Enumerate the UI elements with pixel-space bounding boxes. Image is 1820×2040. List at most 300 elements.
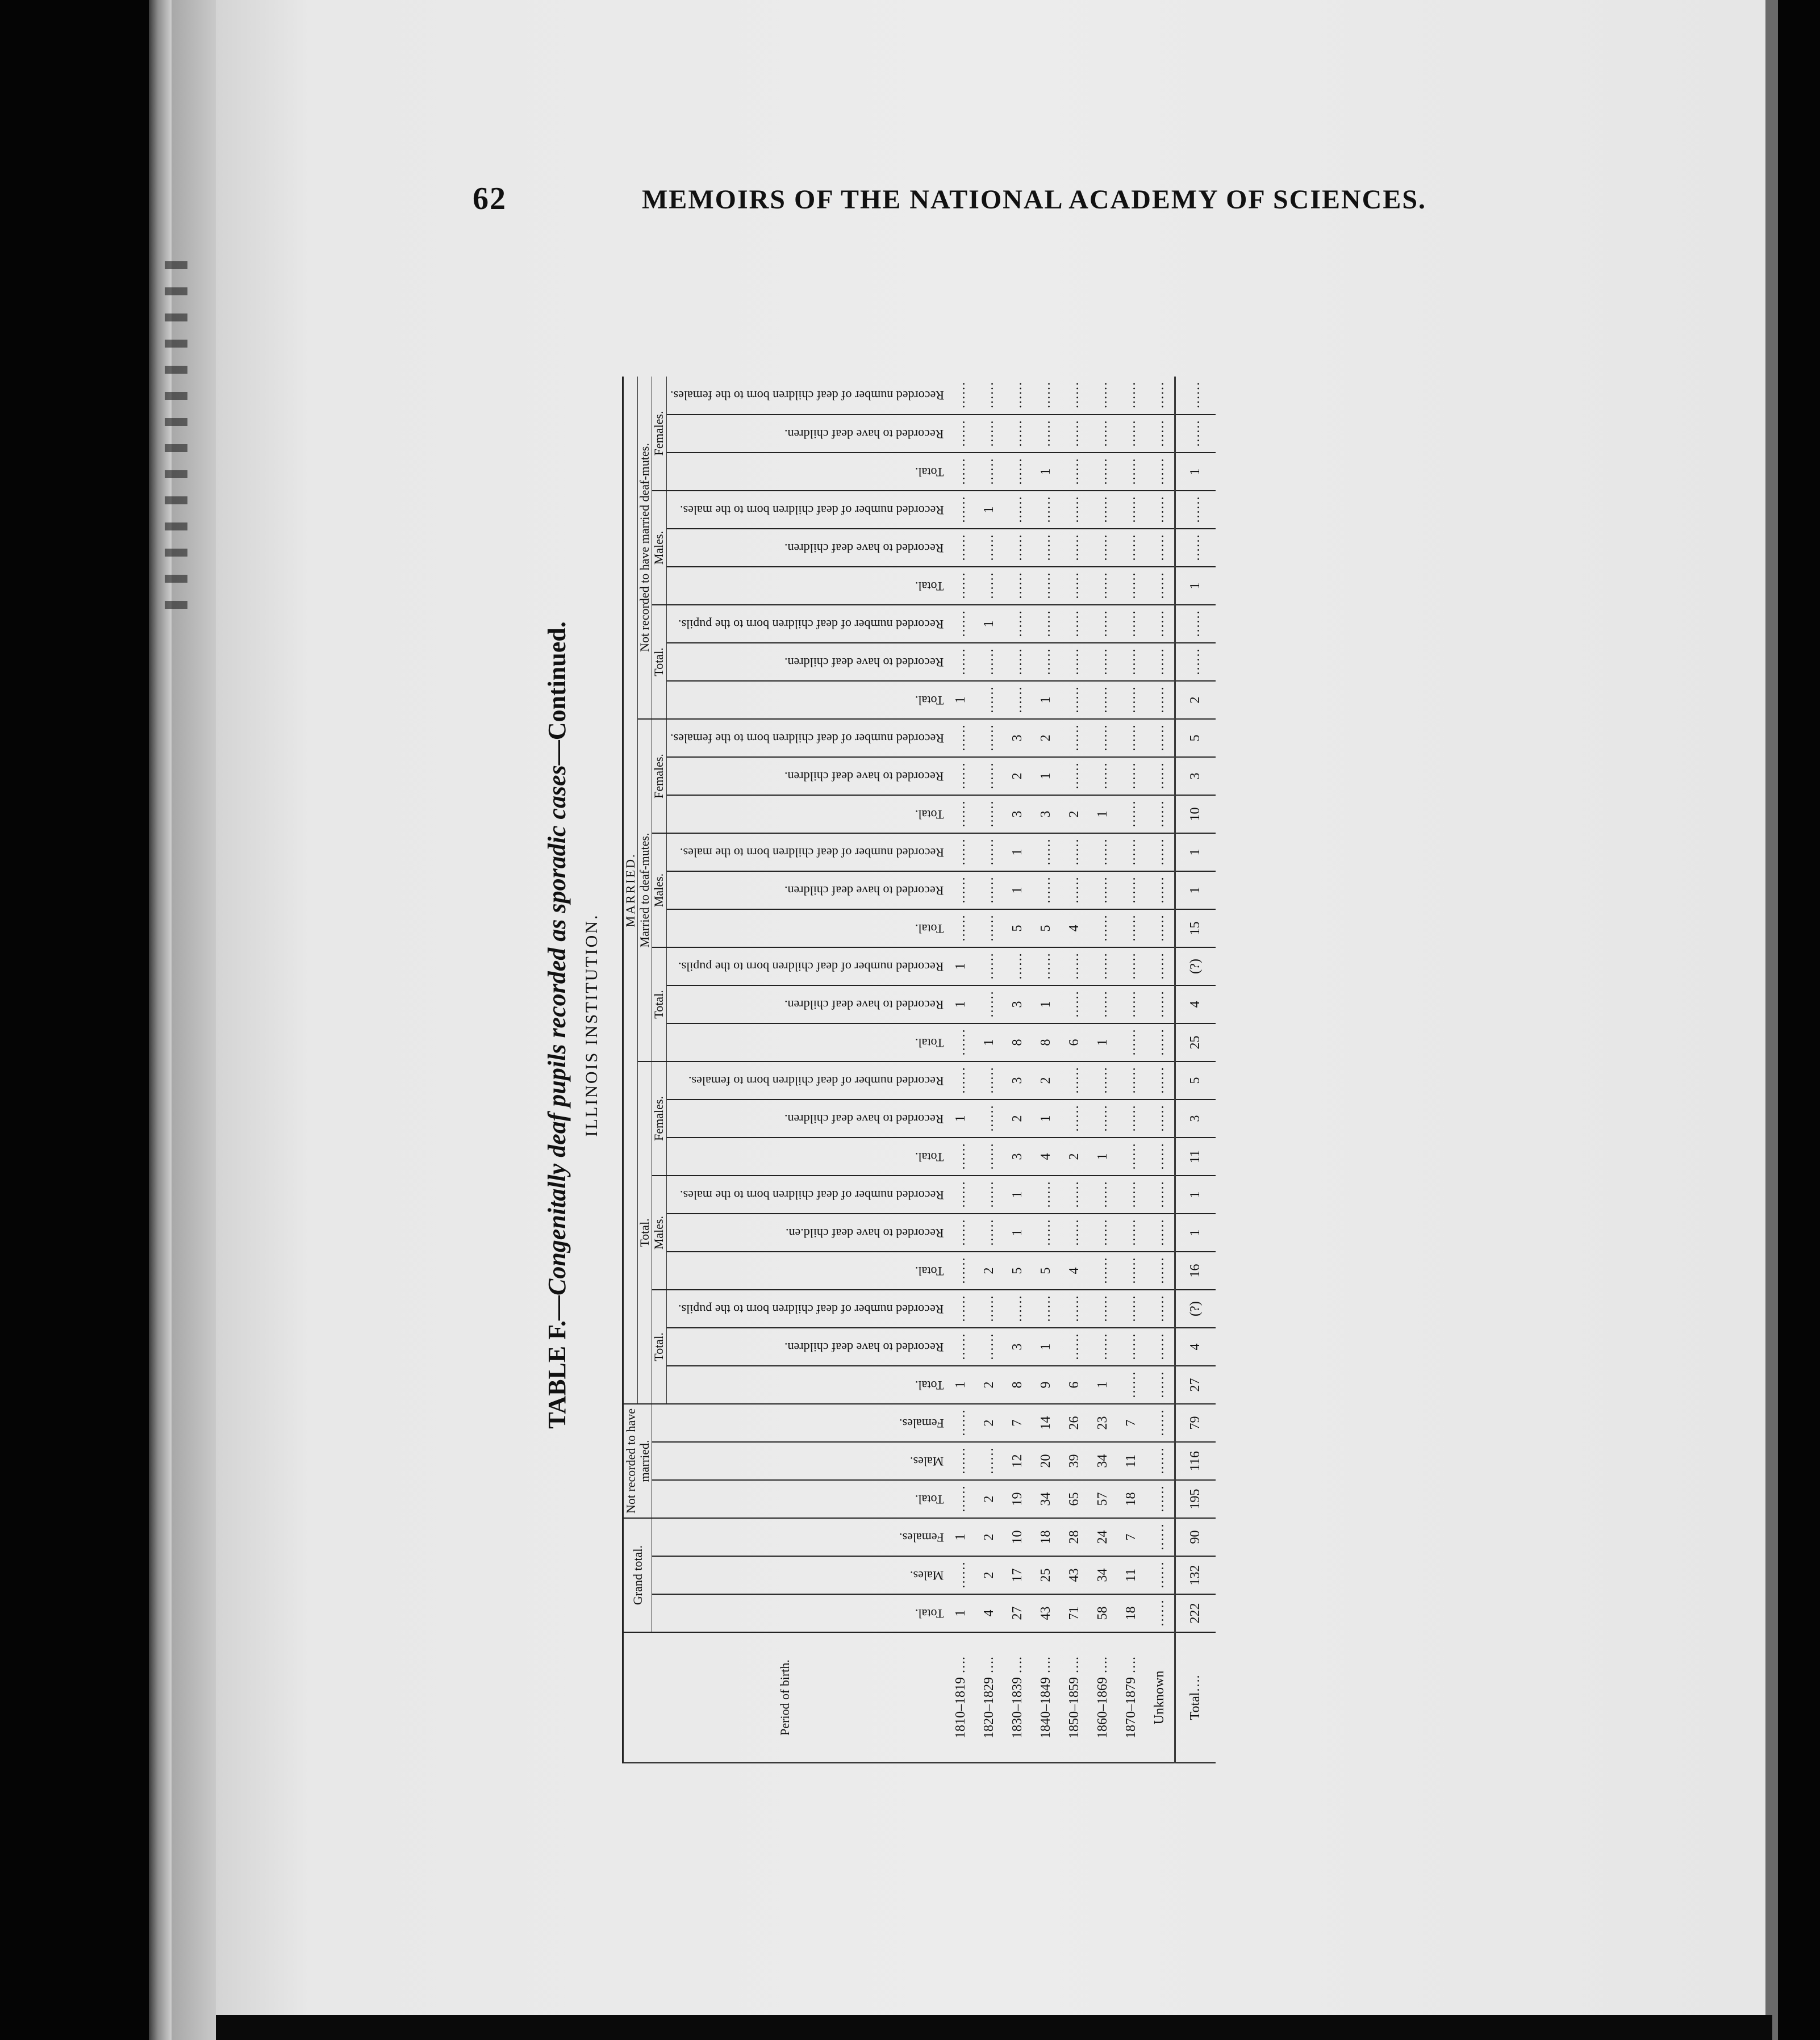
value-cell: ……	[1117, 757, 1146, 795]
col-notmarried-1: Males.	[652, 1442, 947, 1480]
col-married-25: Recorded to have deaf children.	[666, 415, 947, 453]
value-cell: ……	[1117, 1100, 1146, 1138]
value-cell: 2	[975, 1252, 1004, 1290]
value-cell: 8	[1032, 1023, 1061, 1061]
value-cell: ……	[947, 871, 975, 909]
value-cell: ……	[947, 1442, 975, 1480]
value-cell: ……	[1117, 947, 1146, 985]
value-cell: (?)	[1175, 1290, 1216, 1328]
value-cell: ……	[1117, 567, 1146, 605]
sub-females-2: Females.	[652, 377, 666, 491]
value-cell: 1	[1175, 1214, 1216, 1252]
value-cell: ……	[947, 1061, 975, 1100]
period-cell: 1830–1839 ….	[1004, 1632, 1032, 1763]
value-cell: ……	[1061, 529, 1089, 567]
value-cell: 25	[1175, 1023, 1216, 1061]
scanner-edge-right	[1765, 0, 1820, 2040]
col-married-12: Total.	[666, 909, 947, 947]
col-married-21: Total.	[666, 567, 947, 605]
sub-males-2: Males.	[652, 491, 666, 605]
value-cell: ……	[1061, 719, 1089, 757]
col-married-0: Total.	[666, 1366, 947, 1404]
value-cell: 7	[1004, 1404, 1032, 1442]
value-cell: ……	[1032, 871, 1061, 909]
page-number: 62	[473, 181, 507, 216]
value-cell: 2	[975, 1480, 1004, 1518]
value-cell: ……	[947, 643, 975, 681]
value-cell: 1	[1004, 871, 1032, 909]
value-cell: 5	[1032, 1252, 1061, 1290]
value-cell: 1	[947, 681, 975, 719]
value-cell: ……	[1061, 833, 1089, 871]
value-cell: ……	[1089, 1252, 1117, 1290]
value-cell: ……	[1146, 643, 1175, 681]
value-cell: 3	[1004, 1138, 1032, 1176]
col-married-7: Recorded to have deaf children.	[666, 1100, 947, 1138]
value-cell: ……	[947, 567, 975, 605]
value-cell: 18	[1117, 1480, 1146, 1518]
value-cell: ……	[1089, 1328, 1117, 1366]
value-cell: 1	[947, 1100, 975, 1138]
value-cell: 3	[1004, 1061, 1032, 1100]
value-cell: 132	[1175, 1556, 1216, 1594]
value-cell: 18	[1117, 1594, 1146, 1632]
institution-name: ILLINOIS INSTITUTION.	[582, 913, 601, 1137]
value-cell: ……	[1089, 529, 1117, 567]
value-cell: ……	[947, 1290, 975, 1328]
sub-total-1: Total.	[652, 947, 666, 1061]
value-cell: ……	[1089, 415, 1117, 453]
value-cell: 2	[975, 1518, 1004, 1556]
col-married-26: Recorded number of deaf children born to the females.	[666, 377, 947, 415]
value-cell: 1	[1175, 1176, 1216, 1214]
value-cell: ……	[1146, 1252, 1175, 1290]
value-cell: ……	[1175, 491, 1216, 529]
value-cell: ……	[947, 529, 975, 567]
value-cell: 11	[1175, 1138, 1216, 1176]
value-cell: ……	[1146, 1138, 1175, 1176]
value-cell: 3	[1032, 795, 1061, 833]
value-cell: ……	[1146, 681, 1175, 719]
value-cell: ……	[1146, 377, 1175, 415]
value-cell: 2	[1175, 681, 1216, 719]
scanner-edge-bottom	[216, 2015, 1772, 2040]
value-cell: 1	[947, 985, 975, 1023]
value-cell: ……	[1089, 947, 1117, 985]
value-cell: 90	[1175, 1518, 1216, 1556]
col-notmarried-2: Females.	[652, 1404, 947, 1442]
page-header	[466, 181, 1427, 232]
value-cell: 1	[1089, 1366, 1117, 1404]
value-cell: 5	[1175, 1061, 1216, 1100]
value-cell: ……	[1146, 1556, 1175, 1594]
value-cell: ……	[1117, 985, 1146, 1023]
period-cell: Unknown	[1146, 1632, 1175, 1763]
value-cell: 1	[947, 1366, 975, 1404]
value-cell: ……	[1117, 1366, 1146, 1404]
value-cell: 1	[1032, 453, 1061, 491]
value-cell: ……	[1146, 1404, 1175, 1442]
sub-females-1: Females.	[652, 719, 666, 833]
running-title: MEMOIRS OF THE NATIONAL ACADEMY OF SCIENCES.	[642, 185, 1427, 215]
value-cell: ……	[1146, 909, 1175, 947]
value-cell: ……	[975, 681, 1004, 719]
value-cell: ……	[1146, 871, 1175, 909]
value-cell: ……	[1146, 1290, 1175, 1328]
col-married-17: Recorded number of deaf children born to the females.	[666, 719, 947, 757]
value-cell: 25	[1032, 1556, 1061, 1594]
value-cell: ……	[975, 871, 1004, 909]
value-cell: ……	[1146, 567, 1175, 605]
value-cell: 1	[1032, 1328, 1061, 1366]
value-cell: ……	[1175, 377, 1216, 415]
scanner-edge-left	[0, 0, 153, 2040]
value-cell: ……	[1004, 605, 1032, 643]
value-cell: ……	[1117, 453, 1146, 491]
value-cell: ……	[1146, 415, 1175, 453]
value-cell: ……	[1061, 1061, 1089, 1100]
value-cell: ……	[1146, 1176, 1175, 1214]
value-cell: ……	[1089, 719, 1117, 757]
value-cell: ……	[947, 491, 975, 529]
value-cell: ……	[947, 719, 975, 757]
value-cell: 17	[1004, 1556, 1032, 1594]
caption-suffix: —Continued.	[543, 621, 571, 766]
period-cell: 1840–1849 ….	[1032, 1632, 1061, 1763]
value-cell: ……	[947, 377, 975, 415]
value-cell: ……	[975, 1214, 1004, 1252]
value-cell: ……	[1089, 1214, 1117, 1252]
caption-title: Congenitally deaf pupils recorded as sporadic cases	[543, 765, 571, 1296]
col-married-18: Total.	[666, 681, 947, 719]
value-cell: 15	[1175, 909, 1216, 947]
value-cell: ……	[1146, 985, 1175, 1023]
value-cell: 8	[1004, 1366, 1032, 1404]
value-cell: ……	[1146, 1594, 1175, 1632]
group-not-married-deaf-mutes: Not recorded to have married deaf-mutes.	[638, 377, 652, 719]
value-cell: 2	[975, 1366, 1004, 1404]
value-cell: 10	[1175, 795, 1216, 833]
value-cell: 34	[1089, 1556, 1117, 1594]
col-grand-0: Total.	[652, 1594, 947, 1632]
table-row	[1032, 262, 1061, 1763]
value-cell: ……	[1061, 415, 1089, 453]
value-cell: ……	[1146, 529, 1175, 567]
value-cell: 5	[1175, 719, 1216, 757]
col-grand-1: Males.	[652, 1556, 947, 1594]
col-married-23: Recorded number of deaf children born to the males.	[666, 491, 947, 529]
value-cell: ……	[1146, 833, 1175, 871]
value-cell: ……	[1004, 491, 1032, 529]
value-cell: ……	[1061, 605, 1089, 643]
value-cell: 34	[1032, 1480, 1061, 1518]
value-cell: ……	[1004, 529, 1032, 567]
value-cell: 10	[1004, 1518, 1032, 1556]
sub-males-1: Males.	[652, 833, 666, 947]
value-cell: ……	[1061, 757, 1089, 795]
col-married-3: Total.	[666, 1252, 947, 1290]
value-cell: 4	[1175, 1328, 1216, 1366]
table-row	[1146, 262, 1175, 1763]
value-cell: ……	[975, 529, 1004, 567]
value-cell: 12	[1004, 1442, 1032, 1480]
value-cell: ……	[1089, 605, 1117, 643]
value-cell: ……	[1089, 681, 1117, 719]
value-cell: 2	[1032, 719, 1061, 757]
value-cell: 8	[1004, 1023, 1032, 1061]
col-married-20: Recorded number of deaf children born to the pupils.	[666, 605, 947, 643]
value-cell: ……	[1146, 719, 1175, 757]
value-cell: ……	[1117, 1023, 1146, 1061]
value-cell: ……	[1117, 871, 1146, 909]
value-cell: 2	[1061, 795, 1089, 833]
value-cell: ……	[1117, 833, 1146, 871]
value-cell: ……	[947, 453, 975, 491]
period-cell: 1870–1879 ….	[1117, 1632, 1146, 1763]
value-cell: ……	[1175, 529, 1216, 567]
period-cell: Total….	[1175, 1632, 1216, 1763]
col-married-8: Recorded number of deaf children born to females.	[666, 1061, 947, 1100]
value-cell: 222	[1175, 1594, 1216, 1632]
value-cell: 9	[1032, 1366, 1061, 1404]
value-cell: 4	[1061, 909, 1089, 947]
value-cell: ……	[1089, 757, 1117, 795]
value-cell: ……	[1146, 491, 1175, 529]
value-cell: ……	[1146, 1061, 1175, 1100]
value-cell: 2	[1004, 1100, 1032, 1138]
value-cell: 11	[1117, 1442, 1146, 1480]
value-cell: 79	[1175, 1404, 1216, 1442]
value-cell: 1	[975, 605, 1004, 643]
value-cell: ……	[1117, 681, 1146, 719]
value-cell: ……	[1032, 1214, 1061, 1252]
period-cell: 1810–1819 ….	[947, 1632, 975, 1763]
value-cell: ……	[975, 643, 1004, 681]
value-cell: ……	[1089, 377, 1117, 415]
value-cell: 1	[1175, 567, 1216, 605]
value-cell: ……	[947, 605, 975, 643]
value-cell: ……	[1117, 1061, 1146, 1100]
value-cell: 4	[1032, 1138, 1061, 1176]
value-cell: ……	[947, 1176, 975, 1214]
value-cell: ……	[1117, 643, 1146, 681]
col-notmarried-0: Total.	[652, 1480, 947, 1518]
value-cell: ……	[1089, 567, 1117, 605]
col-married-16: Recorded to have deaf children.	[666, 757, 947, 795]
col-married-5: Recorded number of deaf children born to the males.	[666, 1176, 947, 1214]
value-cell: ……	[1146, 1100, 1175, 1138]
value-cell: ……	[1061, 871, 1089, 909]
value-cell: ……	[947, 1214, 975, 1252]
col-married-10: Recorded to have deaf children.	[666, 985, 947, 1023]
value-cell: 2	[1061, 1138, 1089, 1176]
value-cell: 1	[1175, 871, 1216, 909]
value-cell: ……	[1175, 643, 1216, 681]
period-cell: 1860–1869 ….	[1089, 1632, 1117, 1763]
value-cell: 6	[1061, 1023, 1089, 1061]
total-row	[1175, 262, 1216, 1763]
value-cell: ……	[975, 1328, 1004, 1366]
col-married-15: Total.	[666, 795, 947, 833]
value-cell: 43	[1032, 1594, 1061, 1632]
value-cell: ……	[1032, 529, 1061, 567]
value-cell: 1	[1089, 795, 1117, 833]
value-cell: 1	[975, 1023, 1004, 1061]
value-cell: ……	[947, 1480, 975, 1518]
stub-header: Period of birth.	[623, 1632, 947, 1763]
value-cell: 5	[1004, 909, 1032, 947]
value-cell: ……	[1089, 453, 1117, 491]
value-cell: 1	[1089, 1023, 1117, 1061]
value-cell: ……	[1146, 453, 1175, 491]
value-cell: ……	[1146, 1328, 1175, 1366]
group-married: MARRIED.	[623, 377, 638, 1404]
value-cell: ……	[1004, 377, 1032, 415]
value-cell: 2	[975, 1556, 1004, 1594]
value-cell: ……	[1146, 1480, 1175, 1518]
value-cell: 1	[947, 1594, 975, 1632]
value-cell: 1	[1032, 1100, 1061, 1138]
value-cell: 2	[975, 1404, 1004, 1442]
value-cell: 1	[975, 491, 1004, 529]
value-cell: 57	[1089, 1480, 1117, 1518]
col-married-19: Recorded to have deaf children.	[666, 643, 947, 681]
value-cell: ……	[1146, 757, 1175, 795]
value-cell: ……	[1004, 453, 1032, 491]
value-cell: 4	[1061, 1252, 1089, 1290]
value-cell: ……	[1032, 947, 1061, 985]
value-cell: 7	[1117, 1518, 1146, 1556]
col-married-13: Recorded to have deaf children.	[666, 871, 947, 909]
value-cell: 116	[1175, 1442, 1216, 1480]
value-cell: ……	[1061, 491, 1089, 529]
value-cell: ……	[1117, 1290, 1146, 1328]
value-cell: 27	[1175, 1366, 1216, 1404]
value-cell: ……	[1061, 947, 1089, 985]
value-cell: ……	[975, 453, 1004, 491]
value-cell: ……	[1004, 947, 1032, 985]
value-cell: ……	[947, 1252, 975, 1290]
value-cell: 3	[1175, 1100, 1216, 1138]
value-cell: ……	[975, 1100, 1004, 1138]
value-cell: 71	[1061, 1594, 1089, 1632]
value-cell: 1	[1032, 985, 1061, 1023]
value-cell: ……	[1004, 1290, 1032, 1328]
value-cell: ……	[947, 909, 975, 947]
value-cell: ……	[1032, 415, 1061, 453]
caption-prefix: TABLE F.—	[543, 1295, 571, 1429]
value-cell: ……	[1117, 529, 1146, 567]
value-cell: ……	[975, 1176, 1004, 1214]
value-cell: 6	[1061, 1366, 1089, 1404]
value-cell: ……	[1117, 1252, 1146, 1290]
value-cell: ……	[1061, 1176, 1089, 1214]
value-cell: ……	[1089, 1100, 1117, 1138]
value-cell: ……	[975, 719, 1004, 757]
value-cell: ……	[1117, 1138, 1146, 1176]
value-cell: ……	[975, 567, 1004, 605]
table-caption	[542, 264, 571, 1786]
value-cell: ……	[947, 1023, 975, 1061]
value-cell: ……	[1089, 909, 1117, 947]
data-table	[622, 262, 1216, 1763]
value-cell: ……	[1004, 681, 1032, 719]
value-cell: ……	[1146, 605, 1175, 643]
value-cell: ……	[1061, 1328, 1089, 1366]
value-cell: 20	[1032, 1442, 1061, 1480]
value-cell: ……	[975, 377, 1004, 415]
value-cell: 65	[1061, 1480, 1089, 1518]
sub-total-2: Total.	[652, 605, 666, 719]
value-cell: 4	[1175, 985, 1216, 1023]
col-married-6: Total.	[666, 1138, 947, 1176]
value-cell: (?)	[1175, 947, 1216, 985]
value-cell: ……	[975, 1138, 1004, 1176]
value-cell: ……	[947, 415, 975, 453]
col-married-2: Recorded number of deaf children born to the pupils.	[666, 1290, 947, 1328]
value-cell: 39	[1061, 1442, 1089, 1480]
value-cell: ……	[1032, 1290, 1061, 1328]
value-cell: 3	[1175, 757, 1216, 795]
value-cell: ……	[1032, 833, 1061, 871]
group-married-total: Total.	[638, 1061, 652, 1404]
sub-males-0: Males.	[652, 1176, 666, 1290]
col-married-22: Recorded to have deaf children.	[666, 529, 947, 567]
value-cell: ……	[975, 947, 1004, 985]
value-cell: ……	[1117, 1328, 1146, 1366]
col-married-24: Total.	[666, 453, 947, 491]
value-cell: 2	[1004, 757, 1032, 795]
value-cell: ……	[975, 833, 1004, 871]
table-row	[1004, 262, 1032, 1763]
value-cell: ……	[1004, 415, 1032, 453]
value-cell: 1	[1089, 1138, 1117, 1176]
value-cell: 1	[947, 947, 975, 985]
value-cell: ……	[1089, 1290, 1117, 1328]
col-married-1: Recorded to have deaf children.	[666, 1328, 947, 1366]
col-married-11: Recorded number of deaf children born to the pupils.	[666, 947, 947, 985]
value-cell: ……	[1089, 871, 1117, 909]
value-cell: ……	[975, 985, 1004, 1023]
value-cell: ……	[1089, 985, 1117, 1023]
value-cell: ……	[1117, 795, 1146, 833]
value-cell: ……	[947, 833, 975, 871]
value-cell: ……	[1117, 909, 1146, 947]
value-cell: ……	[1175, 415, 1216, 453]
table-row	[1089, 262, 1117, 1763]
value-cell: ……	[1032, 643, 1061, 681]
value-cell: ……	[1146, 1214, 1175, 1252]
value-cell: ……	[947, 1556, 975, 1594]
value-cell: 26	[1061, 1404, 1089, 1442]
value-cell: 1	[1004, 833, 1032, 871]
binding-marks	[165, 261, 187, 613]
value-cell: ……	[1061, 1290, 1089, 1328]
rotated-table-block	[537, 253, 1329, 1797]
table-row	[1117, 262, 1146, 1763]
value-cell: ……	[1061, 377, 1089, 415]
value-cell: 1	[1032, 757, 1061, 795]
value-cell: ……	[1004, 567, 1032, 605]
value-cell: ……	[975, 757, 1004, 795]
value-cell: ……	[1117, 1176, 1146, 1214]
value-cell: 23	[1089, 1404, 1117, 1442]
value-cell: ……	[947, 1404, 975, 1442]
period-cell: 1820–1829 ….	[975, 1632, 1004, 1763]
value-cell: ……	[975, 1290, 1004, 1328]
value-cell: ……	[975, 909, 1004, 947]
table-row	[975, 262, 1004, 1763]
